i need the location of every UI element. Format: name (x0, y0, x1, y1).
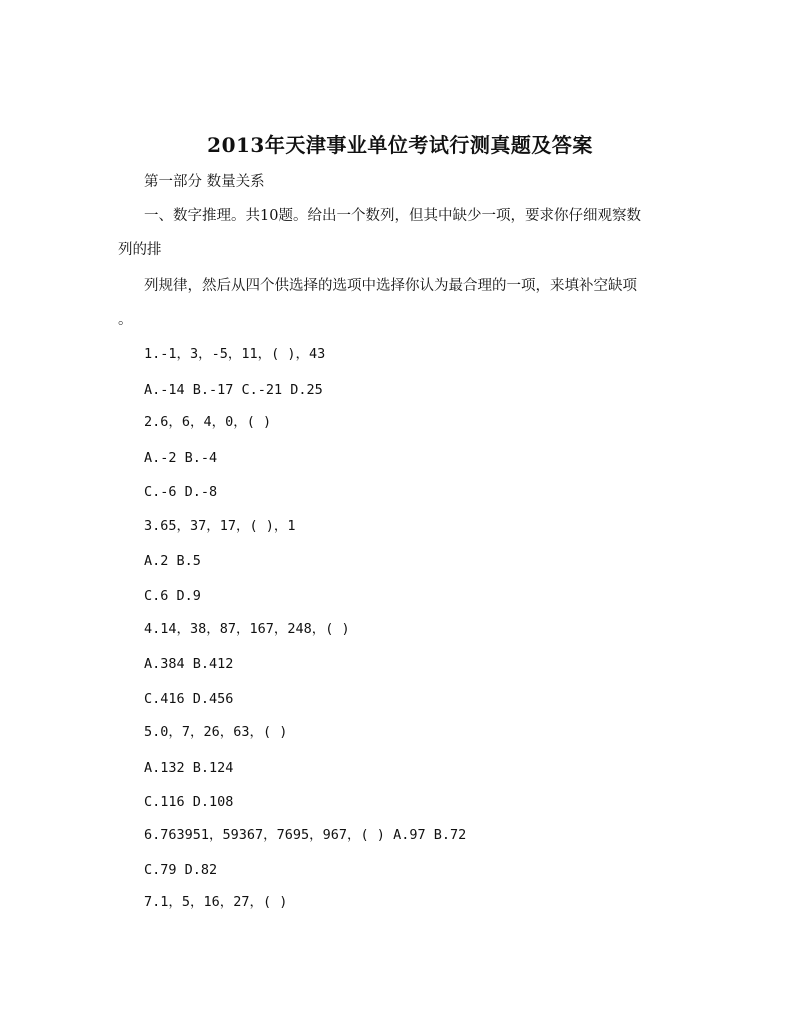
options-line: C.116 D.108 (144, 794, 234, 810)
options-line: A.132 B.124 (144, 760, 234, 776)
document-title: 2013年天津事业单位考试行测真题及答案 (207, 133, 593, 158)
options-line: C.-6 D.-8 (144, 484, 218, 500)
options-line: C.79 D.82 (144, 862, 218, 878)
question-line: 5.0，7，26，63，( ) (144, 724, 288, 740)
question-line: 2.6，6，4，0，( ) (144, 414, 272, 430)
question-line: 1.-1，3，-5，11，( )，43 (144, 346, 326, 362)
options-line: C.6 D.9 (144, 588, 201, 604)
options-line: A.-2 B.-4 (144, 450, 218, 466)
intro-text: 。 (118, 312, 133, 328)
question-line: 3.65，37，17，( )，1 (144, 518, 296, 534)
section-heading: 第一部分 数量关系 (144, 174, 265, 190)
options-line: C.416 D.456 (144, 691, 234, 707)
question-line: 6.763951，59367，7695，967，( ) A.97 B.72 (144, 827, 467, 843)
intro-text: 列的排 (118, 242, 162, 258)
options-line: A.384 B.412 (144, 656, 234, 672)
intro-text: 列规律，然后从四个供选择的选项中选择你认为最合理的一项，来填补空缺项 (144, 278, 637, 294)
options-line: A.-14 B.-17 C.-21 D.25 (144, 382, 323, 398)
question-line: 4.14，38，87，167，248，( ) (144, 621, 350, 637)
options-line: A.2 B.5 (144, 553, 201, 569)
question-line: 7.1，5，16，27，( ) (144, 894, 288, 910)
intro-text: 一、数字推理。共10题。给出一个数列，但其中缺少一项，要求你仔细观察数 (144, 208, 641, 224)
